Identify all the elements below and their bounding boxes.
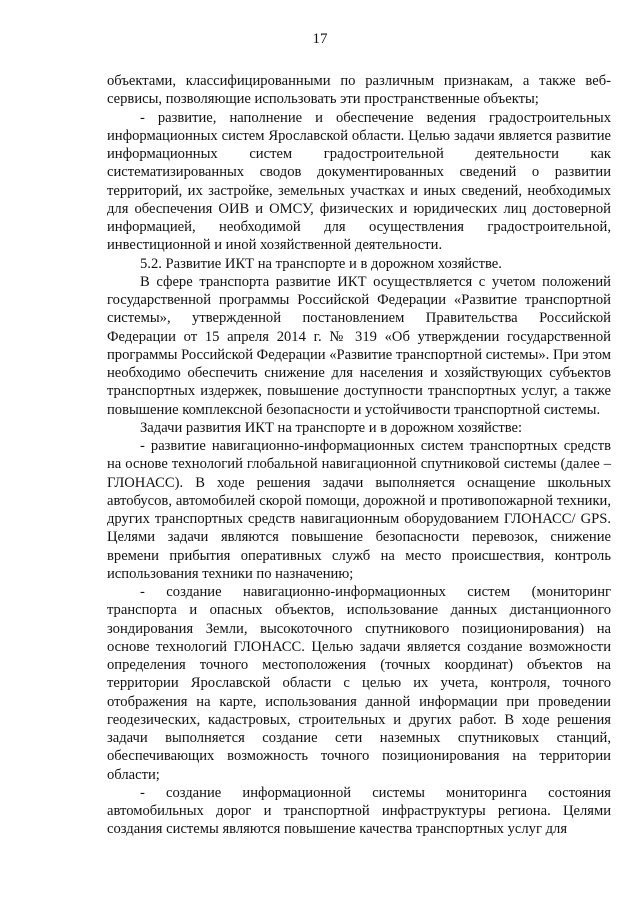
paragraph-tasks-intro: Задачи развития ИКТ на транспорте и в дорожном хозяйстве: xyxy=(140,419,523,436)
page-number: 17 xyxy=(312,31,328,47)
paragraph-continuation: объектами, классифицированными по различным признакам, а также веб-сервисы, позволяющие использовать эти пространственные объекты; xyxy=(107,73,611,108)
paragraph-gis-development: - развитие, наполнение и обеспечение ведения градостроительных информационных систем Ярославской области. Целью задачи является развитие информационных систем градостроительной деятельности как систематизированных сводов документированных сведений о развитии территорий, их застройке, земельных участках и иных сведений, необходимых для обеспечения ОИВ и ОМСУ, физических и юридических лиц достоверной информацией, необходимой для осуществления градостроительной, инвестиционной и иной хозяйственной деятельности. xyxy=(107,109,611,254)
section-heading-5-2: 5.2. Развитие ИКТ на транспорте и в дорожном хозяйстве. xyxy=(140,255,502,272)
document-body xyxy=(107,72,611,839)
paragraph-glonass-navigation: - развитие навигационно-информационных систем транспортных средств на основе технологий глобальной навигационной спутниковой системы (далее – ГЛОНАСС). В ходе решения задачи выполняется оснащение школьных автобусов, автомобилей скорой помощи, дорожной и противопожарной техники, других транспортных средств навигационным оборудованием ГЛОНАСС/ GPS. Целями задачи являются повышение безопасности перевозок, снижение времени прибытия оперативных служб на место происшествия, контроль использования техники по назначению; xyxy=(107,438,611,582)
paragraph-transport-policy: В сфере транспорта развитие ИКТ осуществляется с учетом положений государственной программы Российской Федерации «Развитие транспортной системы», утвержденной постановлением Правительства Российской Федерации от 15 апреля 2014 г. № 319 «Об утверждении государственной программы Российской Федерации «Развитие транспортной системы». При этом необходимо обеспечить снижение для населения и хозяйствующих субъектов транспортных издержек, повышение доступности транспортных услуг, а также повышение комплексной безопасности и устойчивости транспортной системы. xyxy=(107,273,611,418)
paragraph-navigation-systems: - создание навигационно-информационных систем (мониторинг транспорта и опасных объектов, использование данных дистанционного зондирования Земли, высокоточного спутникового позиционирования) на основе технологий ГЛОНАСС. Целью задачи является создание возможности определения точного местоположения (точных координат) объектов на территории Ярославской области с целью их учета, контроля, точного отображения на карте, использования данной информации при проведении геодезических, кадастровых, строительных и других работ. В ходе решения задачи выполняется создание сети наземных спутниковых станций, обеспечивающих возможность точного позиционирования на территории области; xyxy=(107,584,611,783)
paragraph-road-monitoring: - создание информационной системы мониторинга состояния автомобильных дорог и транспортной инфраструктуры региона. Целями создания системы являются повышение качества транспортных услуг для xyxy=(107,784,611,838)
